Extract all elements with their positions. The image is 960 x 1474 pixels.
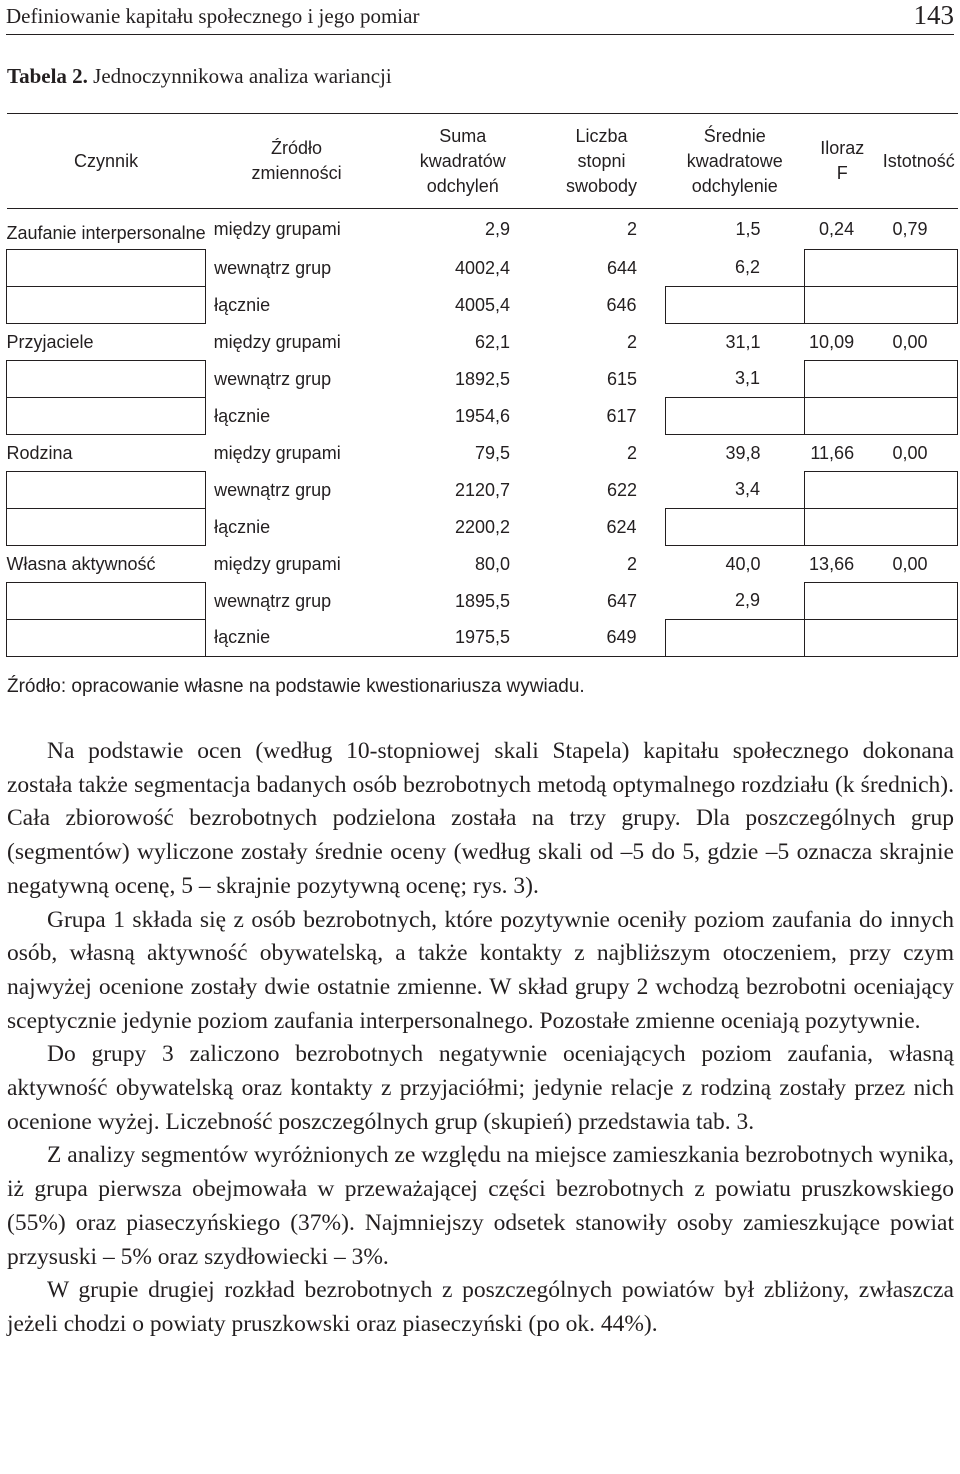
table-row xyxy=(7,209,958,250)
ss-cell: 2,9 xyxy=(484,218,510,239)
factor-cell: Przyjaciele xyxy=(6,331,94,352)
header-liczba: Liczba stopni swobody xyxy=(538,114,665,209)
ss-cell: 1892,5 xyxy=(454,368,510,389)
paragraph: W grupie drugiej rozkład bezrobotnych z poszczególnych powiatów był zbliżony, zwłaszcza jeżeli chodzi o powiaty pruszkowski oraz piaseczyński (po ok. 44%). xyxy=(7,1277,954,1337)
table-row xyxy=(7,435,958,472)
table-row xyxy=(7,472,958,509)
df-cell: 617 xyxy=(606,405,637,426)
header-czynnik: Czynnik xyxy=(7,114,206,209)
source-cell: wewnątrz grup xyxy=(214,479,332,500)
ss-cell: 4002,4 xyxy=(454,257,510,278)
ss-cell: 79,5 xyxy=(474,442,510,463)
p-cell: 0,00 xyxy=(892,331,928,352)
ms-cell: 40,0 xyxy=(725,553,761,574)
f-cell: 10,09 xyxy=(809,331,855,352)
source-cell: wewnątrz grup xyxy=(214,368,332,389)
source-cell: między grupami xyxy=(213,331,341,352)
p-cell: 0,79 xyxy=(892,218,928,239)
df-cell: 624 xyxy=(606,516,637,537)
ms-cell: 39,8 xyxy=(725,442,761,463)
source-cell: wewnątrz grup xyxy=(214,257,332,278)
table-caption-label: Tabela 2. xyxy=(7,64,88,88)
factor-cell-empty xyxy=(7,472,206,509)
table-row xyxy=(7,287,958,324)
factor-cell: Własna aktywność xyxy=(6,553,156,574)
df-cell: 2 xyxy=(627,218,638,239)
anova-table xyxy=(6,113,958,657)
factor-cell-empty xyxy=(7,620,206,657)
ss-cell: 4005,4 xyxy=(454,294,510,315)
paragraph: Z analizy segmentów wyróżnionych ze względu na miejsce zamieszkania bezrobotnych wynika, iż grupa pierwsza obejmowała w przeważającej części bezrobotnych z powiatu pruszkowskiego (55%) oraz piaseczyńskiego (37%). Najmniejszy odsetek stanowiły osoby zamieszkujące powiat przysuski – 5% oraz szydłowiecki – 3%. xyxy=(7,1142,954,1270)
header-suma: Suma kwadratów odchyleń xyxy=(387,114,538,209)
table-row xyxy=(7,324,958,361)
empty-cell xyxy=(665,398,804,435)
ms-cell: 31,1 xyxy=(725,331,761,352)
empty-cell xyxy=(665,620,804,657)
df-cell: 615 xyxy=(606,368,638,389)
ss-cell: 62,1 xyxy=(474,331,510,352)
empty-cell xyxy=(805,620,958,657)
source-cell: wewnątrz grup xyxy=(214,590,332,611)
ms-cell: 3,1 xyxy=(734,368,760,389)
page-number: 143 xyxy=(913,0,954,30)
df-cell: 2 xyxy=(627,331,638,352)
body-text xyxy=(7,735,954,1342)
ss-cell: 2200,2 xyxy=(454,516,510,537)
ss-cell: 1975,5 xyxy=(387,620,538,657)
ss-cell: 1954,6 xyxy=(454,405,510,426)
f-cell: 0,24 xyxy=(819,218,855,239)
empty-cell xyxy=(805,361,958,398)
running-head-title: Definiowanie kapitału społecznego i jego pomiar xyxy=(6,4,420,28)
df-cell: 2 xyxy=(627,442,638,463)
ss-cell: 80,0 xyxy=(474,553,510,574)
f-cell: 13,66 xyxy=(809,553,855,574)
table-row xyxy=(7,546,958,583)
header-iloraz: Iloraz F xyxy=(805,114,881,209)
factor-cell: Rodzina xyxy=(6,442,73,463)
source-cell: łącznie xyxy=(206,620,388,657)
df-cell: 646 xyxy=(606,294,637,315)
table-row xyxy=(7,361,958,398)
table-row xyxy=(7,620,958,657)
table-row xyxy=(7,509,958,546)
ss-cell: 1895,5 xyxy=(454,590,510,611)
factor-cell-empty xyxy=(7,509,206,546)
df-cell: 622 xyxy=(606,479,638,500)
empty-cell xyxy=(665,287,804,324)
source-cell: łącznie xyxy=(214,405,271,426)
p-cell: 0,00 xyxy=(892,553,928,574)
df-cell: 647 xyxy=(606,590,638,611)
ms-cell: 6,2 xyxy=(734,257,760,278)
table-header-row xyxy=(7,114,958,209)
empty-cell xyxy=(805,398,958,435)
header-istotnosc: Istotność xyxy=(880,114,957,209)
header-srednie: Średnie kwadratowe odchylenie xyxy=(665,114,804,209)
paragraph: Grupa 1 składa się z osób bezrobotnych, które pozytywnie oceniły poziom zaufania do innych osób, własną aktywność obywatelską, a także kontakty z najbliższym otoczeniem, przy czym najwyżej ocenione zostały dwie ostatnie zmienne. W skład grupy 2 wchodzą bezrobotni oceniający sceptycznie jedynie poziom zaufania interpersonalnego. Pozostałe zmienne oceniają pozytywnie. xyxy=(7,906,954,1034)
empty-cell xyxy=(805,250,958,287)
df-cell: 644 xyxy=(606,257,638,278)
ms-cell: 2,9 xyxy=(734,590,760,611)
factor-cell-empty xyxy=(7,583,206,620)
source-cell: między grupami xyxy=(213,442,341,463)
ms-cell: 3,4 xyxy=(734,479,760,500)
header-zrodlo: Źródło zmienności xyxy=(206,114,388,209)
paragraph: Do grupy 3 zaliczono bezrobotnych negatywnie oceniających poziom zaufania, własną aktywność obywatelską oraz kontakty z przyjaciółmi; jedynie relacje z rodziną zostały przez nich ocenione wyżej. Liczebność poszczególnych grup (skupień) przedstawia tab. 3. xyxy=(7,1041,954,1135)
factor-cell-empty xyxy=(7,398,206,435)
factor-cell: Zaufanie interpersonalne xyxy=(6,223,206,243)
empty-cell xyxy=(665,509,804,546)
table-row xyxy=(7,398,958,435)
paragraph: Na podstawie ocen (według 10-stopniowej skali Stapela) kapitału społecznego dokonana została także segmentacja badanych osób bezrobotnych metodą optymalnego rozdziału (k średnich). Cała zbiorowość bezrobotnych podzielona została na trzy grupy. Dla poszczególnych grup (segmentów) wyliczone zostały średnie oceny (według skali od –5 do 5, gdzie –5 oznacza skrajnie negatywną ocenę, 5 – skrajnie pozytywną ocenę; rys. 3). xyxy=(7,738,954,899)
table-source-note: Źródło: opracowanie własne na podstawie kwestionariusza wywiadu. xyxy=(7,676,585,697)
source-cell: łącznie xyxy=(214,516,271,537)
source-cell: między grupami xyxy=(213,218,341,239)
source-cell: między grupami xyxy=(213,553,341,574)
table-row xyxy=(7,583,958,620)
factor-cell-empty xyxy=(7,250,206,287)
factor-cell-empty xyxy=(7,361,206,398)
table-caption xyxy=(7,64,392,89)
p-cell: 0,00 xyxy=(892,442,928,463)
table-row xyxy=(7,250,958,287)
empty-cell xyxy=(805,583,958,620)
running-head xyxy=(6,0,954,35)
source-cell: łącznie xyxy=(214,294,271,315)
ss-cell: 2120,7 xyxy=(454,479,510,500)
empty-cell xyxy=(805,472,958,509)
table-caption-text: Jednoczynnikowa analiza wariancji xyxy=(93,64,392,88)
df-cell: 649 xyxy=(538,620,665,657)
ms-cell: 1,5 xyxy=(735,218,761,239)
empty-cell xyxy=(805,509,958,546)
factor-cell-empty xyxy=(7,287,206,324)
df-cell: 2 xyxy=(627,553,638,574)
empty-cell xyxy=(805,287,958,324)
f-cell: 11,66 xyxy=(810,442,855,463)
